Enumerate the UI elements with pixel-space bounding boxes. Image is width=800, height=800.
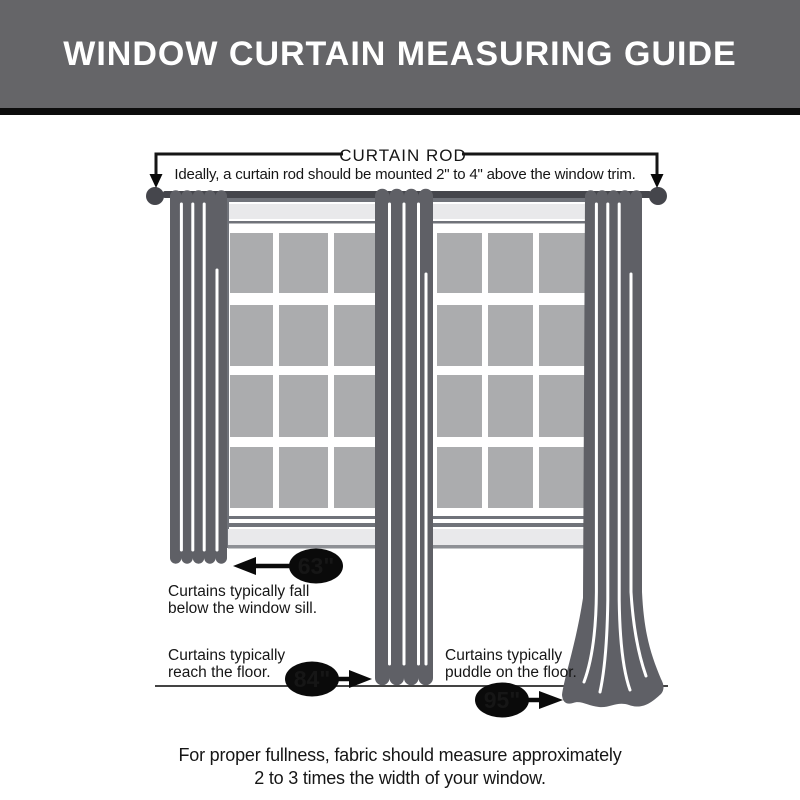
window-pane xyxy=(230,375,273,437)
window-pane xyxy=(279,375,328,437)
window-pane xyxy=(488,305,533,366)
rod-callout-note: Ideally, a curtain rod should be mounted 2" to 4" above the window trim. xyxy=(174,166,636,183)
window-pane xyxy=(334,305,376,366)
window-pane xyxy=(539,447,586,508)
window-pane xyxy=(334,233,376,293)
window-pane xyxy=(437,447,482,508)
page-title: WINDOW CURTAIN MEASURING GUIDE xyxy=(63,34,737,73)
caption-95-line1: Curtains typically xyxy=(445,647,563,664)
fullness-note-line2: 2 to 3 times the width of your window. xyxy=(254,768,546,788)
window-pane xyxy=(539,375,586,437)
measurement-84 xyxy=(168,647,372,697)
caption-63-line2: below the window sill. xyxy=(168,600,318,617)
window-pane xyxy=(539,233,586,293)
window-pane xyxy=(279,233,328,293)
rod-finial-right xyxy=(649,187,667,205)
sill-line-lower xyxy=(228,545,640,549)
fullness-note-line1: For proper fullness, fabric should measure approximately xyxy=(178,745,622,765)
window-pane xyxy=(488,233,533,293)
window-pane xyxy=(437,375,482,437)
window-pane xyxy=(279,305,328,366)
rod-finial-left xyxy=(146,187,164,205)
caption-63-line1: Curtains typically fall xyxy=(168,583,310,600)
caption-95-line2: puddle on the floor. xyxy=(445,664,577,681)
rod-callout-label: CURTAIN ROD xyxy=(339,146,467,165)
length-value-95: 95" xyxy=(483,687,521,713)
rod-callout xyxy=(150,146,664,188)
window-pane xyxy=(334,375,376,437)
down-arrow-icon xyxy=(651,174,664,188)
caption-84-line2: reach the floor. xyxy=(168,664,271,681)
length-value-84: 84" xyxy=(293,666,331,692)
caption-84-line1: Curtains typically xyxy=(168,647,286,664)
window-pane xyxy=(230,305,273,366)
sill-line-upper xyxy=(228,516,640,519)
sill-line-mid xyxy=(228,523,640,527)
fullness-note xyxy=(178,745,621,788)
curtain-panel-84 xyxy=(375,189,433,686)
window-top-frame xyxy=(228,198,640,202)
sill-board xyxy=(228,529,640,545)
window-pane xyxy=(279,447,328,508)
window-top-trim xyxy=(228,204,640,219)
left-arrow-icon xyxy=(233,557,256,575)
window-pane xyxy=(230,447,273,508)
window-pane xyxy=(437,233,482,293)
measurement-95 xyxy=(445,647,577,718)
window-pane xyxy=(539,305,586,366)
window-pane xyxy=(488,375,533,437)
window-pane xyxy=(230,233,273,293)
right-arrow-icon xyxy=(539,691,563,709)
length-value-63: 63" xyxy=(297,553,335,579)
window-pane xyxy=(334,447,376,508)
window-pane xyxy=(488,447,533,508)
window-trim-line xyxy=(228,221,640,224)
window-pane xyxy=(437,305,482,366)
curtain-panel-63 xyxy=(170,190,227,563)
down-arrow-icon xyxy=(150,174,163,188)
